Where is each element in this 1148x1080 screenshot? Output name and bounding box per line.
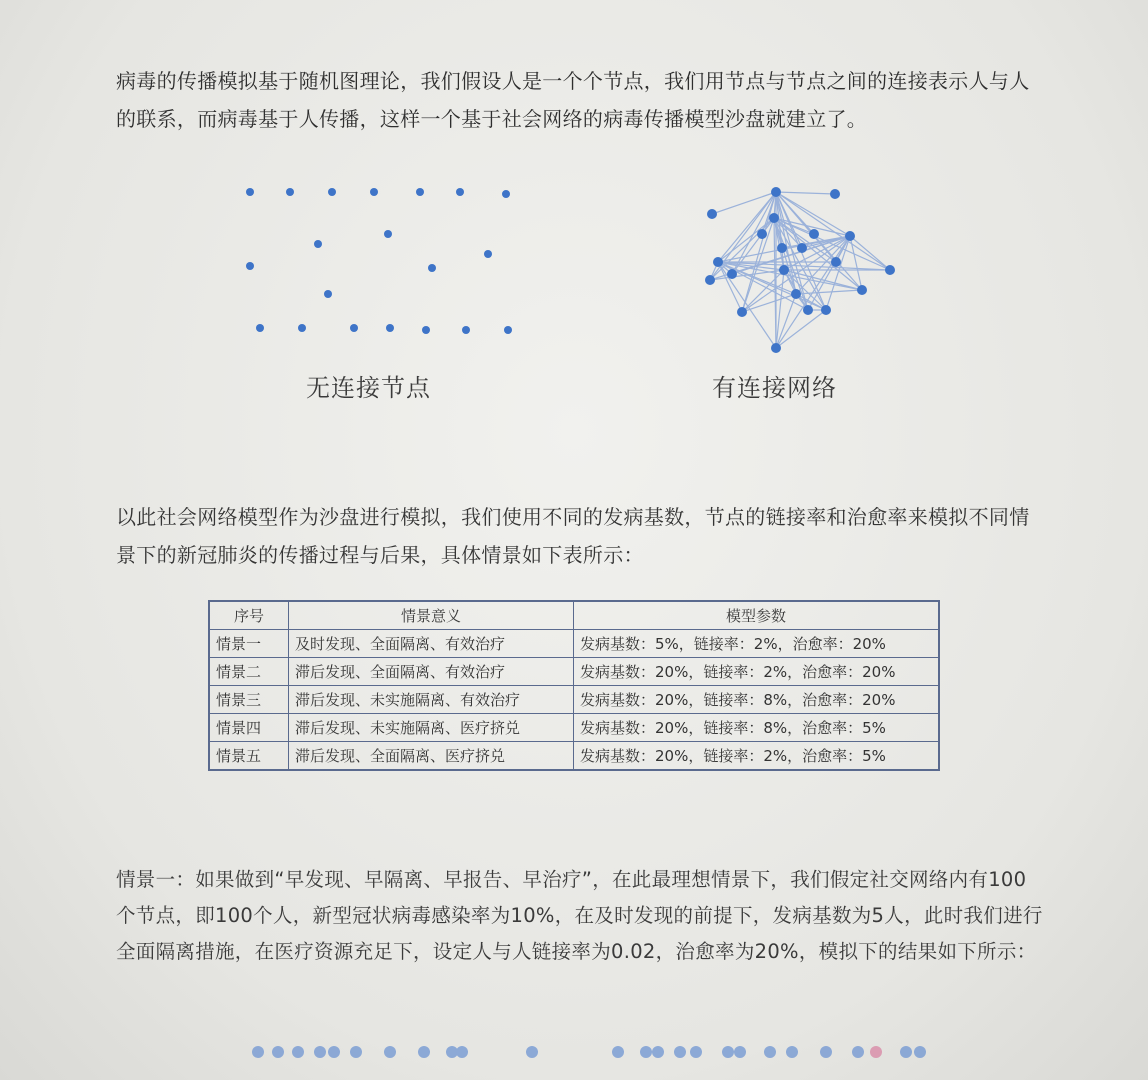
network-node	[713, 257, 723, 267]
unconnected-nodes-figure	[230, 170, 530, 360]
scenario-meaning-cell: 滞后发现、全面隔离、有效治疗	[289, 658, 574, 686]
scenario-params-cell: 发病基数：20%，链接率：8%，治愈率：5%	[574, 714, 940, 742]
network-node	[771, 187, 781, 197]
node	[384, 230, 392, 238]
connected-network-figure	[690, 170, 910, 360]
header-cell: 序号	[209, 601, 289, 630]
node	[246, 188, 254, 196]
scenario-id-cell: 情景四	[209, 714, 289, 742]
network-node	[779, 265, 789, 275]
node	[428, 264, 436, 272]
scenario-meaning-cell: 及时发现、全面隔离、有效治疗	[289, 630, 574, 658]
scenario-table	[208, 600, 940, 771]
node	[502, 190, 510, 198]
network-node	[705, 275, 715, 285]
table-row	[209, 686, 939, 714]
node	[416, 188, 424, 196]
left-figure-caption: 无连接节点	[306, 374, 431, 402]
network-node	[821, 305, 831, 315]
network-edge	[742, 294, 796, 312]
network-node	[727, 269, 737, 279]
intro-paragraph: 病毒的传播模拟基于随机图理论，我们假设人是一个个节点，我们用节点与节点之间的连接表示人与人的联系，而病毒基于人传播，这样一个基于社会网络的病毒传播模型沙盘就建立了。	[116, 69, 1030, 131]
node	[328, 188, 336, 196]
scenario-id-cell: 情景一	[209, 630, 289, 658]
network-edge	[710, 270, 784, 280]
network-node	[831, 257, 841, 267]
node	[298, 324, 306, 332]
network-node	[707, 209, 717, 219]
network-node	[737, 307, 747, 317]
node	[504, 326, 512, 334]
scenario-meaning-cell: 滞后发现、未实施隔离、有效治疗	[289, 686, 574, 714]
network-node	[809, 229, 819, 239]
node	[422, 326, 430, 334]
node	[462, 326, 470, 334]
network-node	[771, 343, 781, 353]
scenario-meaning-cell: 滞后发现、全面隔离、医疗挤兑	[289, 742, 574, 771]
network-node	[797, 243, 807, 253]
network-node	[791, 289, 801, 299]
node	[484, 250, 492, 258]
simulation-result-preview	[240, 1040, 940, 1080]
table-row	[209, 658, 939, 686]
node	[324, 290, 332, 298]
node	[246, 262, 254, 270]
header-cell: 模型参数	[574, 601, 940, 630]
network-node	[857, 285, 867, 295]
table-row	[209, 630, 939, 658]
node	[256, 324, 264, 332]
scenario-id-cell: 情景三	[209, 686, 289, 714]
node	[286, 188, 294, 196]
scenario-one-paragraph: 情景一：如果做到“早发现、早隔离、早报告、早治疗”，在此最理想情景下，我们假定社交网络内有100个节点，即100个人，新型冠状病毒感染率为10%，在及时发现的前提下，发病基数为5人，此时我们进行全面隔离措施，在医疗资源充足下，设定人与人链接率为0.02，治愈率为20%，模拟下的结果如下所示：	[116, 868, 1043, 963]
node	[386, 324, 394, 332]
network-node	[830, 189, 840, 199]
scenario-params-cell: 发病基数：20%，链接率：8%，治愈率：20%	[574, 686, 940, 714]
node	[350, 324, 358, 332]
network-node	[777, 243, 787, 253]
table-row	[209, 714, 939, 742]
right-figure-caption: 有连接网络	[712, 374, 837, 402]
network-node	[845, 231, 855, 241]
node	[314, 240, 322, 248]
node	[456, 188, 464, 196]
network-node	[803, 305, 813, 315]
network-node	[885, 265, 895, 275]
table-header-row	[209, 601, 939, 630]
method-paragraph: 以此社会网络模型作为沙盘进行模拟，我们使用不同的发病基数，节点的链接率和治愈率来模拟不同情景下的新冠肺炎的传播过程与后果，具体情景如下表所示：	[116, 505, 1030, 567]
network-node	[757, 229, 767, 239]
scenario-params-cell: 发病基数：5%，链接率：2%，治愈率：20%	[574, 630, 940, 658]
scenario-meaning-cell: 滞后发现、未实施隔离、医疗挤兑	[289, 714, 574, 742]
node	[370, 188, 378, 196]
table-row	[209, 742, 939, 771]
scenario-params-cell: 发病基数：20%，链接率：2%，治愈率：5%	[574, 742, 940, 771]
scenario-id-cell: 情景五	[209, 742, 289, 771]
network-node	[769, 213, 779, 223]
scenario-params-cell: 发病基数：20%，链接率：2%，治愈率：20%	[574, 658, 940, 686]
scenario-id-cell: 情景二	[209, 658, 289, 686]
network-edge	[776, 192, 835, 194]
header-cell: 情景意义	[289, 601, 574, 630]
